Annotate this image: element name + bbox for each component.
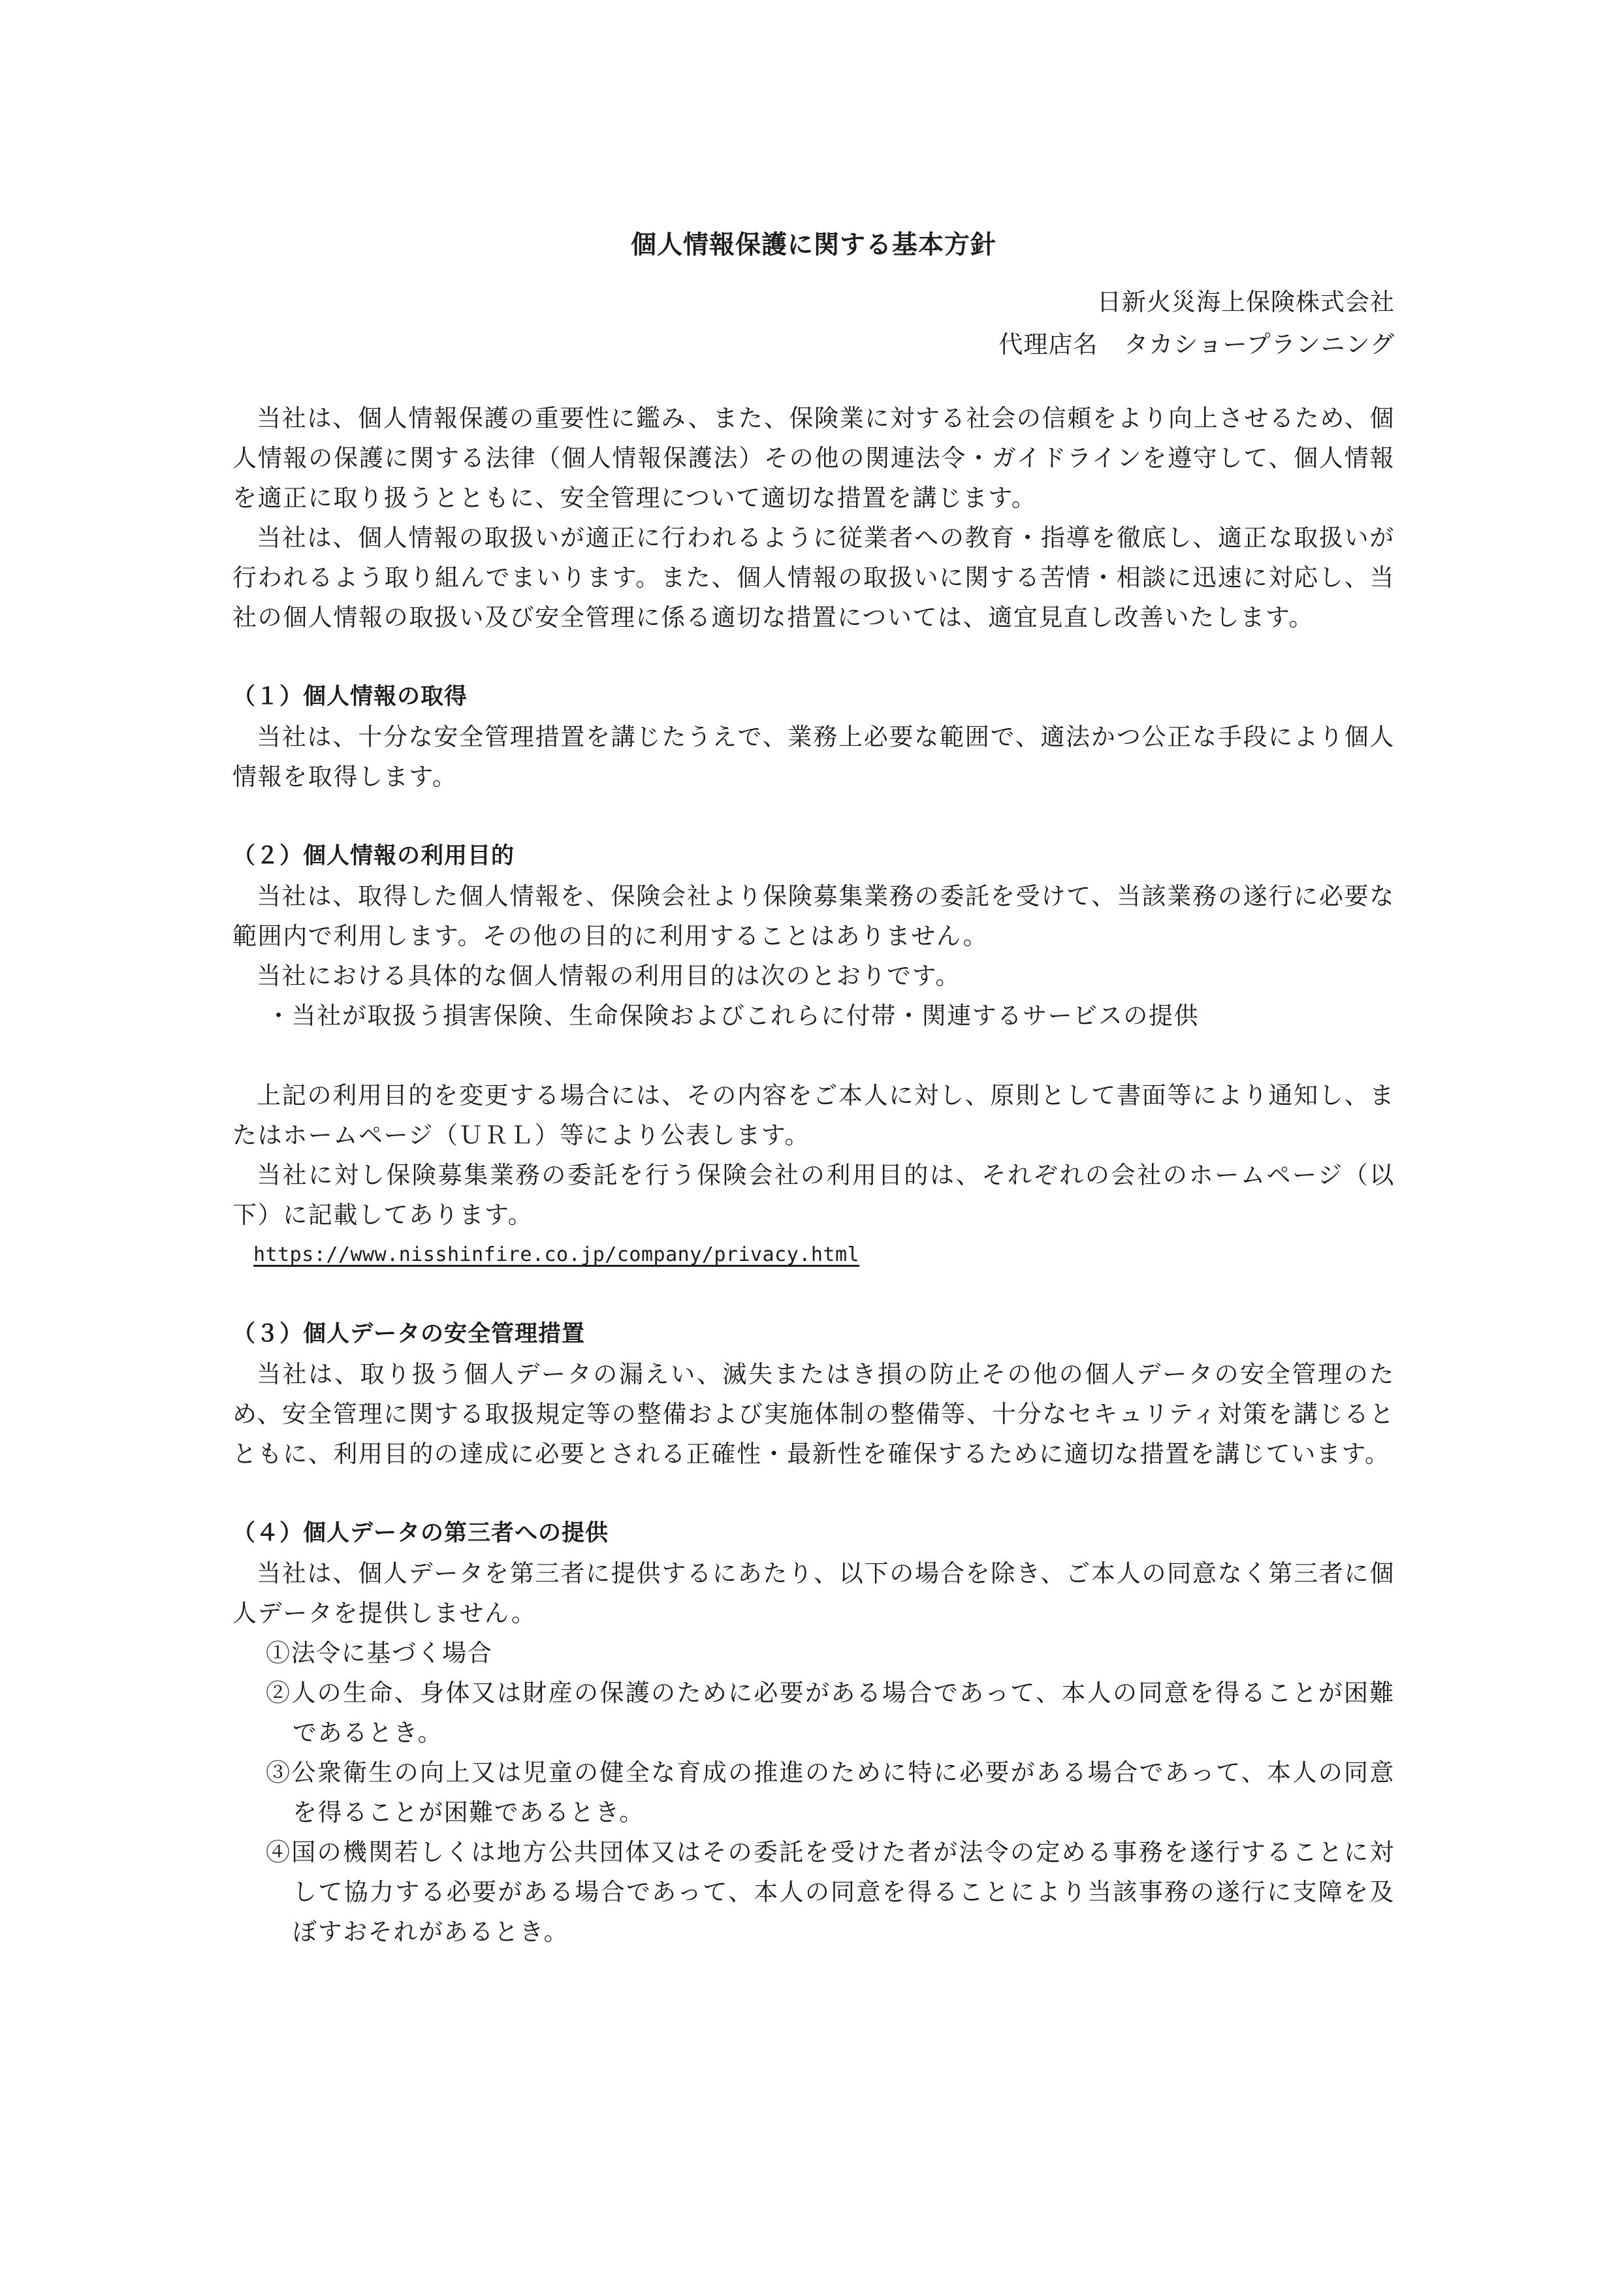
section-security bbox=[232, 1314, 1395, 1474]
exception-item: ④国の機関若しくは地方公共団体又はその委託を受けた者が法令の定める事務を遂行することに対して協力する必要がある場合であって、本人の同意を得ることにより当該事務の遂行に支障を及ぼすおそれがあるとき。 bbox=[266, 1838, 1395, 1946]
exception-item: ①法令に基づく場合 bbox=[266, 1639, 493, 1667]
section-paragraph: 当社における具体的な個人情報の利用目的は次のとおりです。 bbox=[257, 962, 961, 990]
page-title: 個人情報保護に関する基本方針 bbox=[630, 231, 996, 261]
purpose-bullet: ・当社が取扱う損害保険、生命保険およびこれらに付帯・関連するサービスの提供 bbox=[266, 1002, 1200, 1030]
insurer-name: 日新火災海上保険株式会社 bbox=[1097, 288, 1395, 316]
privacy-url-link[interactable]: https://www.nisshinfire.co.jp/company/privacy.html bbox=[253, 1243, 860, 1266]
section-heading: （４）個人データの第三者への提供 bbox=[232, 1520, 609, 1546]
agency-line bbox=[998, 325, 1395, 360]
section-paragraph: 当社は、個人データを第三者に提供するにあたり、以下の場合を除き、ご本人の同意なく第三者に個人データを提供しません。 bbox=[232, 1559, 1395, 1627]
section-purpose bbox=[232, 836, 1395, 1275]
intro-paragraph: 当社は、個人情報保護の重要性に鑑み、また、保険業に対する社会の信頼をより向上させるため、個人情報の保護に関する法律（個人情報保護法）その他の関連法令・ガイドラインを遵守して、個人情報を適正に取り扱うとともに、安全管理について適切な措置を講じます。 bbox=[232, 404, 1395, 512]
agency-label: 代理店名 bbox=[998, 330, 1098, 358]
section-paragraph: 当社は、取得した個人情報を、保険会社より保険募集業務の委託を受けて、当該業務の遂行に必要な範囲内で利用します。その他の目的に利用することはありません。 bbox=[232, 882, 1395, 950]
section-third-party bbox=[232, 1514, 1395, 1952]
section-paragraph: 当社は、十分な安全管理措置を講じたうえで、業務上必要な範囲で、適法かつ公正な手段により個人情報を取得します。 bbox=[232, 723, 1395, 791]
section-paragraph: 当社は、取り扱う個人データの漏えい、滅失またはき損の防止その他の個人データの安全管理のため、安全管理に関する取扱規定等の整備および実施体制の整備等、十分なセキュリティ対策を講じるとともに、利用目的の達成に必要とされる正確性・最新性を確保するために適切な措置を講じています。 bbox=[232, 1360, 1395, 1468]
section-heading: （１）個人情報の取得 bbox=[232, 684, 468, 710]
exception-item: ③公衆衛生の向上又は児童の健全な育成の推進のために特に必要がある場合であって、本人の同意を得ることが困難であるとき。 bbox=[266, 1759, 1395, 1826]
privacy-url bbox=[232, 1235, 1395, 1275]
section-heading: （２）個人情報の利用目的 bbox=[232, 843, 515, 869]
section-paragraph: 当社に対し保険募集業務の委託を行う保険会社の利用目的は、それぞれの会社のホームページ（以下）に記載してあります。 bbox=[232, 1161, 1395, 1229]
section-paragraph: 上記の利用目的を変更する場合には、その内容をご本人に対し、原則として書面等により通知し、またはホームページ（ＵＲＬ）等により公表します。 bbox=[232, 1081, 1395, 1149]
policy-body bbox=[232, 398, 1395, 1952]
intro-paragraph: 当社は、個人情報の取扱いが適正に行われるように従業者への教育・指導を徹底し、適正な取扱いが行われるよう取り組んでまいります。また、個人情報の取扱いに関する苦情・相談に迅速に対応し、当社の個人情報の取扱い及び安全管理に係る適切な措置については、適宜見直し改善いたします。 bbox=[232, 524, 1395, 631]
blank-line bbox=[232, 1036, 1395, 1075]
agency-name: タカショープランニング bbox=[1124, 330, 1395, 358]
section-acquisition bbox=[232, 677, 1395, 797]
section-heading: （３）個人データの安全管理措置 bbox=[232, 1321, 586, 1347]
exception-item: ②人の生命、身体又は財産の保護のために必要がある場合であって、本人の同意を得ることが困難であるとき。 bbox=[266, 1679, 1395, 1747]
